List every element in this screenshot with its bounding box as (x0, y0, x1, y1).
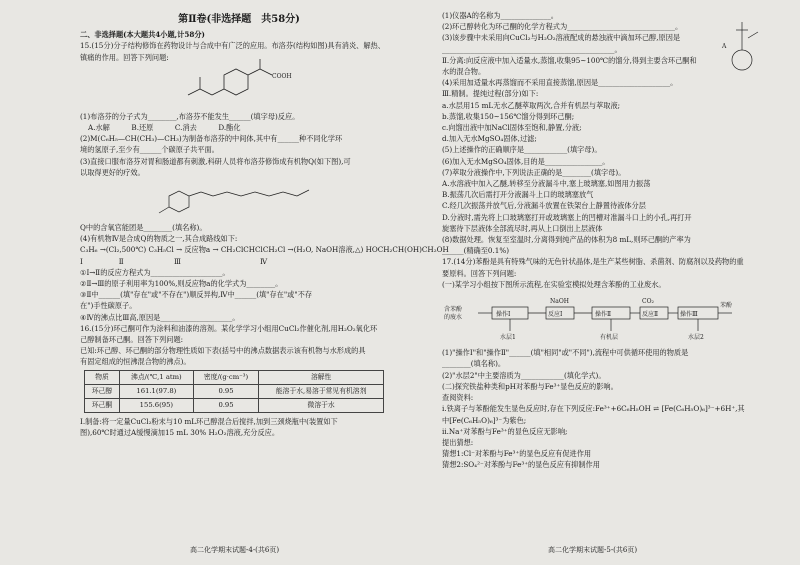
flow-source: 含苯酚 (444, 306, 463, 314)
q17-part2: (二)探究铁盐种类和pH对苯酚与Fe³⁺显色反应的影响。 (442, 381, 618, 391)
q16-step2-1: Ⅱ.分离:向反应液中加入适量水,蒸馏,收集95~100℃的馏分,得到主要含环己酮和 (442, 55, 697, 65)
q15-2: (2)M(C₆H₅—CH(CH₃)—CH₃)为制备布洛芬的中间体,其中有______种不同化学环 (80, 134, 343, 144)
q16-7: (7)萃取分液操作中,下列说法正确的是________(填字母)。 (442, 167, 626, 177)
q16-7c: C.经几次振荡并放气后,分液漏斗放置在铁架台上静置待液体分层 (442, 201, 646, 211)
q16-3b: ________________________________________________。 (442, 44, 622, 54)
q15-3b: 以取得更好的疗效。 (80, 167, 145, 177)
ester-Q-structure (149, 180, 329, 220)
q16-intro-1: 16.(15分)环己酮可作为涂料和油漆的溶剂。某化学学习小组用CuCl₂作催化剂,用H₂O₂氧化环 (80, 323, 378, 333)
q15-1: (1)布洛芬的分子式为________,布洛芬不能发生______(填字母)反应。 (80, 111, 300, 121)
q16-b: b.蒸馏,收集150~156℃馏分得到环己酮; (442, 111, 575, 121)
q15-3: (3)直接口服布洛芬对胃和肠道都有刺激,科研人员将布洛芬修饰成有机物Q(如下图),可 (80, 156, 351, 166)
table-cell: 0.95 (193, 384, 259, 398)
q16-step2-2: 水的混合物。 (442, 67, 486, 77)
q16-2: (2)环己醇转化为环己酮的化学方程式为______________________________。 (442, 22, 683, 32)
q15-4-3: ③Ⅱ中______(填"存在"或"不存在")顺反异构,Ⅳ中______(填"存在"或"不存 (80, 290, 313, 300)
q16-7b: B.振荡几次后需打开分液漏斗上口的玻璃塞放气 (442, 190, 594, 200)
q17-1b: ________(填名称)。 (442, 359, 506, 369)
q15-4-3b: 在")手性碳原子。 (80, 301, 137, 311)
q16-8b: ______(精确至0.1%) (442, 246, 509, 256)
flow-reactor2: 反应Ⅱ (642, 311, 659, 319)
table-cell: 155.6(95) (120, 399, 194, 413)
q17-hyp: 提出猜想: (442, 437, 474, 447)
q17-intro-2: 要原料。回答下列问题: (442, 268, 517, 278)
q16-1: (1)仪器A的名称为______________。 (442, 11, 558, 20)
flow-product: 苯酚 (720, 302, 733, 310)
q15-4-4: ④Ⅳ的沸点比Ⅲ高,原因是____________________。 (80, 312, 240, 322)
table-header: 沸点/(℃,1 atm) (120, 370, 194, 384)
flow-naoh: NaOH (550, 298, 569, 306)
q15-4: (4)有机物Ⅳ是合成Q的物质之一,其合成路线如下: (80, 234, 238, 244)
q16-7a: A.水溶液中加入乙醚,转移至分液漏斗中,塞上玻璃塞,如图用力振荡 (442, 179, 651, 189)
table-cell: 能溶于水,易溶于常见有机溶剂 (259, 384, 384, 398)
section-title: 第Ⅱ卷(非选择题 共58分) (178, 14, 300, 25)
footer-right: 高二化学期末试题-5-(共6页) (548, 546, 638, 554)
flow-co2: CO₂ (642, 298, 654, 306)
q16-5: (5)上述操作的正确顺序是____________(填字母)。 (442, 145, 602, 155)
q16-3: (3)该步骤中未采用向CuCl₂与H₂O₂溶液配成的悬浊液中滴加环己醇,原因是 (442, 33, 681, 43)
q16-c: c.向馏出液中加NaCl固体至饱和,静置,分液; (442, 123, 582, 133)
process-flowchart (442, 293, 742, 341)
q17-ref-i2: 中[Fe(C₆H₅O)₆]³⁻为紫色; (442, 415, 527, 425)
flow-op3: 操作Ⅲ (680, 311, 698, 319)
q16-intro-2: 己醇制备环己酮。回答下列问题: (80, 335, 184, 345)
q17-ref-i: ⅰ.铁离子与苯酚能发生显色反应时,存在下列反应:Fe³⁺+6C₆H₅OH ⇌ [Fe(C₆H₅O)₆]³⁻+6H⁺,其 (442, 404, 745, 414)
q17-ref: 查阅资料: (442, 393, 474, 403)
q17-hyp2: 猜想2:SO₄²⁻对苯酚与Fe³⁺的显色反应有抑制作用 (442, 460, 600, 470)
table-header-row (85, 370, 384, 384)
section-heading: 二、非选择题(本大题共4小题,计58分) (80, 30, 205, 40)
q16-a: a.水层用15 mL无水乙醚萃取两次,合并有机层与萃取液; (442, 100, 621, 110)
property-table (84, 370, 384, 414)
q15-2b: 境的氢原子,至少有______个碳原子共平面。 (80, 145, 219, 155)
q15-intro-2: 镇痛的作用。回答下列问题: (80, 52, 169, 62)
q15-q-groups: Q中的含氧官能团是________(填名称)。 (80, 223, 207, 233)
table-cell: 环己醇 (85, 384, 120, 398)
flow-reactor: 反应Ⅰ (548, 311, 563, 319)
flow-source-2: 的废水 (444, 314, 463, 322)
table-cell: 微溶于水 (259, 399, 384, 413)
q15-intro-1: 15.(15分)分子结构修饰在药物设计与合成中有广泛的应用。布洛芬(结构如图)具有消炎、解热、 (80, 41, 385, 51)
q16-4: (4)采用加适量水再蒸馏而不采用直接蒸馏,原因是____________________。 (442, 78, 678, 88)
q16-d: d.加入无水MgSO₄固体,过滤; (442, 134, 537, 144)
q16-6: (6)加入无水MgSO₄固体,目的是________________。 (442, 156, 610, 166)
q15-4-labels: Ⅰ Ⅱ Ⅲ Ⅳ (80, 256, 268, 266)
q17-1: (1)"操作Ⅰ"和"操作Ⅱ"______(填"相同"或"不同"),流程中可供循环使用的物质是 (442, 348, 689, 358)
flow-op1: 操作Ⅰ (496, 311, 511, 319)
q16-known-1: 已知:环己醇、环己酮的部分物理性质如下表(括号中的沸点数据表示该有机物与水形成的具 (80, 346, 366, 356)
q17-intro-1: 17.(14分)苯酚是具有特殊气味的无色针状晶体,是生产某些树脂、杀菌剂、防腐剂以及药物的重 (442, 257, 744, 267)
apparatus-figure (722, 18, 762, 74)
apparatus-label: A (722, 43, 727, 50)
table-header: 物质 (85, 370, 120, 384)
left-page (80, 10, 449, 439)
q16-7d: D.分液时,需先将上口玻璃塞打开或玻璃塞上的凹槽对准漏斗口上的小孔,再打开 (442, 212, 692, 222)
q17-2: (2)"水层2"中主要溶质为____________(填化学式)。 (442, 370, 606, 380)
q16-step3: Ⅲ.精制。提纯过程(部分)如下: (442, 89, 539, 99)
footer-left: 高二化学期末试题-4-(共6页) (190, 546, 280, 554)
q17-part1: (一)某学习小组按下图所示流程,在实验室模拟处理含苯酚的工业废水。 (442, 279, 666, 289)
right-page (442, 10, 760, 471)
q16-step1-2: 图),60℃时通过A缓慢滴加15 mL 30% H₂O₂溶液,充分反应。 (80, 428, 280, 438)
q16-8: (8)数据处理。恢复至室温时,分离得到纯产品的体积为8 mL,则环己酮的产率为 (442, 235, 691, 245)
q16-step1-1: Ⅰ.制备:将一定量CuCl₂粉末与10 mL环己醇混合后搅拌,加到三颈烧瓶中(装置如下 (80, 417, 338, 427)
q17-hyp1: 猜想1:Cl⁻对苯酚与Fe³⁺的显色反应有促进作用 (442, 449, 592, 459)
q15-4-2: ②Ⅱ→Ⅲ的原子利用率为100%,则反应物a的化学式为________。 (80, 279, 283, 289)
flow-op2: 操作Ⅱ (595, 311, 612, 319)
q16-7d2: 旋塞待下层液体全部流尽时,再从上口倒出上层液体 (442, 223, 603, 233)
cooh-label: COOH (272, 72, 292, 80)
table-row (85, 399, 384, 413)
q15-4-route: C₃H₆ →(Cl₂,500℃) C₃H₅Cl → 反应物a → CH₂ClCHClCH₂Cl →(H₂O, NaOH溶液,△) HOCH₂CH(OH)CH₂OH (80, 245, 449, 255)
table-header: 溶解性 (259, 370, 384, 384)
table-header: 密度/(g·cm⁻³) (193, 370, 259, 384)
table-row (85, 384, 384, 398)
table-cell: 0.95 (193, 399, 259, 413)
flow-water2: 水层2 (688, 334, 704, 342)
table-cell: 环己酮 (85, 399, 120, 413)
table-cell: 161.1(97.8) (120, 384, 194, 398)
q15-1-options: A.水解 B.还原 C.消去 D.酯化 (88, 123, 241, 133)
q16-known-2: 有固定组成的恒沸混合物的沸点)。 (80, 357, 191, 367)
flow-water1: 水层1 (500, 334, 516, 342)
ibuprofen-structure (174, 65, 304, 109)
q17-ref-ii: ⅱ.Na⁺对苯酚与Fe³⁺的显色反应无影响; (442, 426, 568, 436)
q15-4-1: ①Ⅰ→Ⅱ的反应方程式为____________________。 (80, 267, 230, 277)
flow-organic: 有机层 (600, 334, 619, 342)
